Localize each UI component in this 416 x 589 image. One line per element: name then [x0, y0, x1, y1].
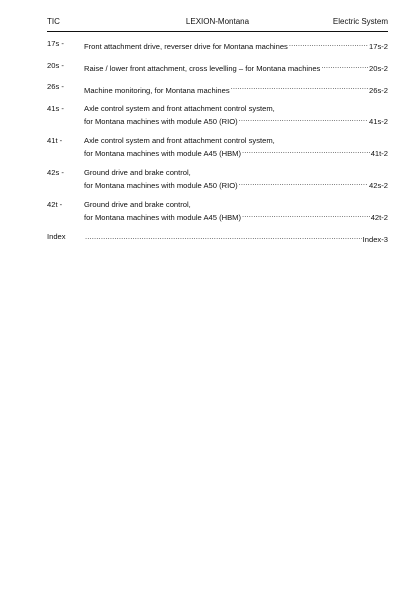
toc-entry-title: Front attachment drive, reverser drive for Montana machines	[84, 42, 288, 52]
toc-entry	[47, 168, 388, 192]
page-header	[47, 15, 388, 29]
toc-entry	[47, 232, 388, 245]
toc-entry-title: Machine monitoring, for Montana machines	[84, 85, 230, 95]
dot-leader	[289, 39, 368, 49]
toc-entry-title: Axle control system and front attachment control system,	[84, 135, 275, 145]
dot-leader	[239, 178, 368, 188]
toc-entry-subtitle: for Montana machines with module A45 (HBM)	[84, 149, 242, 159]
toc-entry-page: Index-3	[362, 234, 388, 244]
toc-entry-subtitle: for Montana machines with module A50 (RIO)	[84, 117, 238, 127]
table-of-contents	[47, 39, 388, 245]
toc-entry-page: 42t-2	[370, 213, 388, 223]
toc-entry-line	[84, 168, 388, 178]
toc-entry-page: 26s-2	[369, 85, 388, 95]
toc-entry-line	[84, 232, 388, 245]
header-divider	[47, 31, 388, 32]
toc-entry-page: 20s-2	[369, 63, 388, 73]
toc-entry-code: 42t -	[47, 199, 63, 209]
dot-leader	[239, 114, 368, 124]
toc-entry-code: 20s -	[47, 60, 64, 70]
toc-entry-code: Index	[47, 231, 66, 241]
toc-entry-line	[84, 146, 388, 159]
toc-entry	[47, 61, 388, 74]
header-machine-title: LEXION-Montana	[185, 17, 250, 26]
dot-leader	[231, 82, 368, 92]
toc-entry-line	[84, 178, 388, 191]
toc-entry-page: 41s-2	[369, 117, 388, 127]
toc-entry-line	[84, 61, 388, 74]
dot-leader	[321, 61, 368, 71]
toc-entry-line	[84, 210, 388, 223]
toc-entry-line	[84, 82, 388, 95]
header-section-code: TIC	[47, 17, 60, 26]
dot-leader	[242, 210, 370, 220]
toc-entry-title: Axle control system and front attachment control system,	[84, 104, 275, 114]
toc-entry-title: Ground drive and brake control,	[84, 199, 191, 209]
toc-entry	[47, 200, 388, 224]
toc-entry-title: Raise / lower front attachment, cross levelling – for Montana machines	[84, 63, 321, 73]
header-manual-title: Electric System	[332, 17, 388, 26]
toc-entry-code: 17s -	[47, 39, 64, 48]
toc-entry-line	[84, 136, 388, 146]
toc-entry-code: 42s -	[47, 167, 64, 177]
toc-entry	[47, 82, 388, 95]
toc-entry-code: 41s -	[47, 104, 64, 114]
toc-entry	[47, 136, 388, 160]
toc-entry-line	[84, 39, 388, 52]
toc-entry-line	[84, 104, 388, 114]
toc-entry	[47, 39, 388, 52]
dot-leader	[85, 232, 362, 242]
toc-entry-title: Ground drive and brake control,	[84, 167, 191, 177]
dot-leader	[242, 146, 370, 156]
toc-entry-page: 41t-2	[370, 149, 388, 159]
toc-entry-page: 42s-2	[369, 181, 388, 191]
toc-entry-code: 26s -	[47, 82, 64, 92]
toc-entry-line	[84, 200, 388, 210]
toc-entry-subtitle: for Montana machines with module A50 (RIO)	[84, 181, 238, 191]
toc-entry-line	[84, 114, 388, 127]
toc-entry-code: 41t -	[47, 135, 63, 145]
toc-entry	[47, 104, 388, 128]
toc-entry-subtitle: for Montana machines with module A45 (HBM)	[84, 213, 242, 223]
toc-entry-page: 17s-2	[369, 42, 388, 52]
